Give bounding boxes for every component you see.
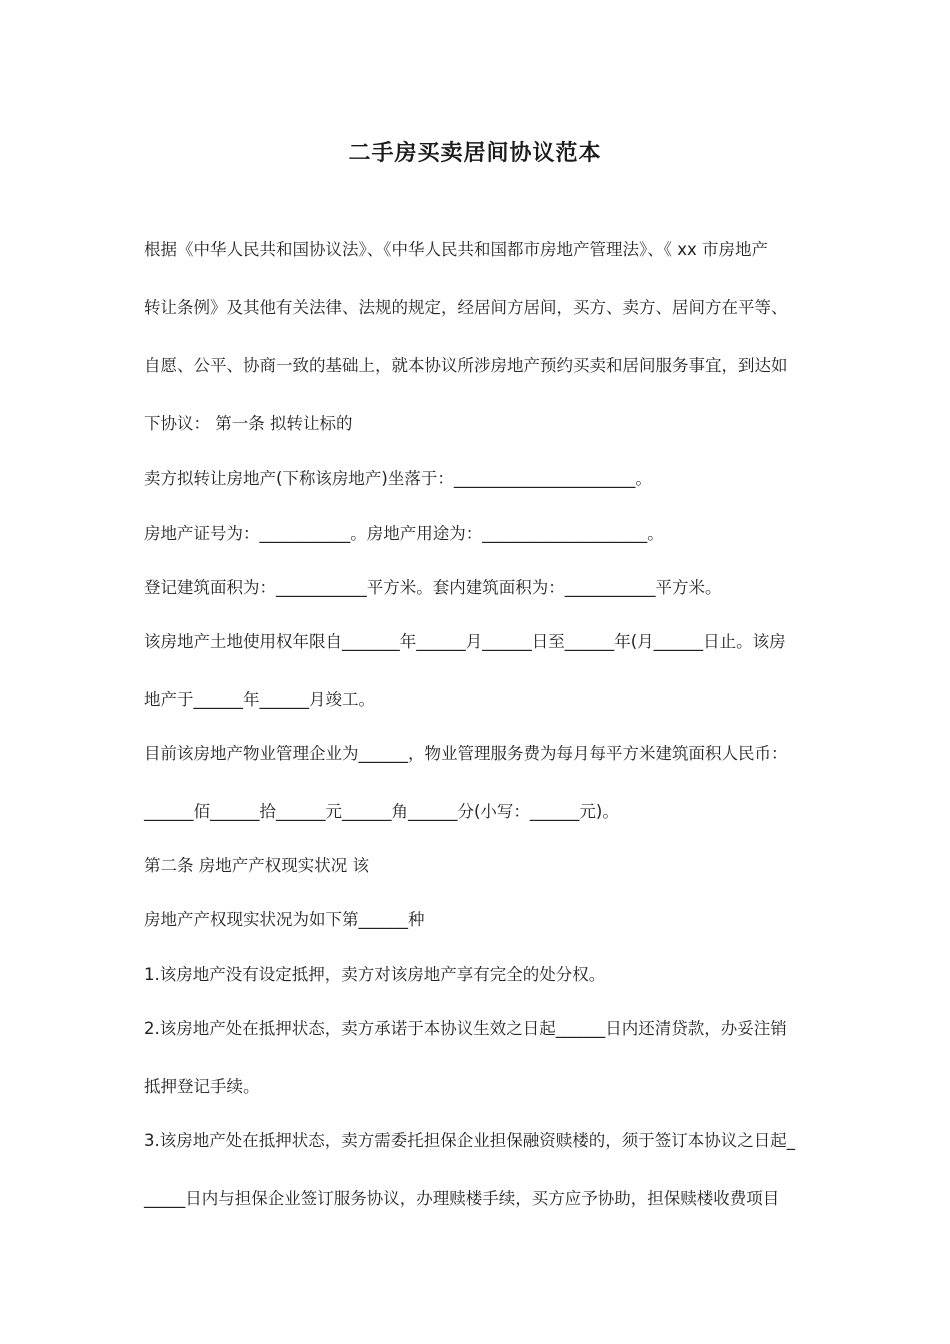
paragraph-line: 地产于______年______月竣工。 <box>144 690 375 709</box>
paragraph-line: 房地产产权现实状况为如下第______种 <box>144 910 425 929</box>
paragraph-line: 抵押登记手续。 <box>144 1077 260 1096</box>
list-item: 1.该房地产没有设定抵押，卖方对该房地产享有完全的处分权。 <box>144 965 606 984</box>
paragraph-line: 登记建筑面积为：___________平方米。套内建筑面积为：___________平方米。 <box>144 578 722 597</box>
list-item: 2.该房地产处在抵押状态，卖方承诺于本协议生效之日起______日内还清贷款，办妥注销 <box>144 1019 787 1038</box>
paragraph-line: 卖方拟转让房地产(下称该房地产)坐落于：______________________。 <box>144 469 652 488</box>
paragraph-line: _____日内与担保企业签订服务协议，办理赎楼手续，买方应予协助，担保赎楼收费项目 <box>144 1189 780 1208</box>
paragraph-line: 自愿、公平、协商一致的基础上，就本协议所涉房地产预约买卖和居间服务事宜，到达如 <box>144 356 788 375</box>
paragraph-line: 下协议： 第一条 拟转让标的 <box>144 414 353 433</box>
list-item: 3.该房地产处在抵押状态，卖方需委托担保企业担保融资赎楼的，须于签订本协议之日起_ <box>144 1131 795 1150</box>
paragraph-line: 根据《中华人民共和国协议法》、《中华人民共和国都市房地产管理法》、《 xx 市房地产 <box>144 240 769 259</box>
paragraph-line: 转让条例》及其他有关法律、法规的规定，经居间方居间，买方、卖方、居间方在平等、 <box>144 298 788 317</box>
paragraph-line: 该房地产土地使用权年限自_______年______月______日至______年(月______日止。该房 <box>144 632 786 651</box>
paragraph-line: ______佰______拾______元______角______分(小写：______元)。 <box>144 802 619 821</box>
paragraph-line: 房地产证号为：___________。房地产用途为：____________________。 <box>144 524 664 543</box>
paragraph-line: 目前该房地产物业管理企业为______，物业管理服务费为每月每平方米建筑面积人民币： <box>144 744 788 763</box>
document-title: 二手房买卖居间协议范本 <box>348 141 602 166</box>
article-heading: 第二条 房地产产权现实状况 该 <box>144 856 369 875</box>
